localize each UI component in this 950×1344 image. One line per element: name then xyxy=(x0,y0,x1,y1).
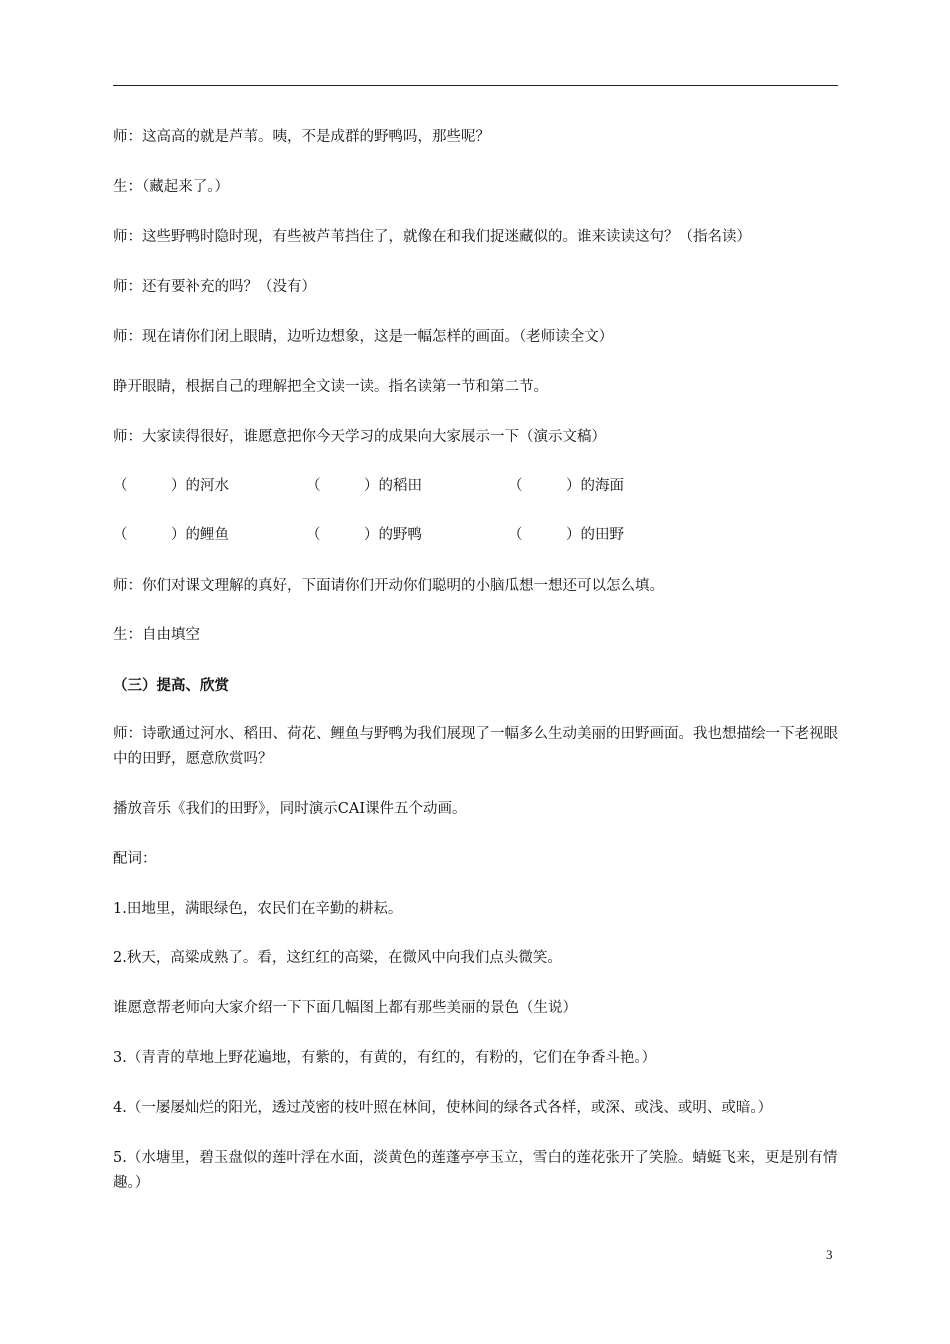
fill-blank-item: （ ）的河水 xyxy=(113,478,229,494)
paragraph: 2.秋天，高粱成熟了。看，这红红的高粱，在微风中向我们点头微笑。 xyxy=(113,950,562,966)
paragraph: 5.（水塘里，碧玉盘似的莲叶浮在水面，淡黄色的莲蓬亭亭玉立，雪白的莲花张开了笑脸。蜻蜓飞来，更是别有情趣。） xyxy=(113,1150,838,1191)
paragraph: 1.田地里，满眼绿色，农民们在辛勤的耕耘。 xyxy=(113,901,403,917)
fill-blank-item: （ ）的田野 xyxy=(508,527,624,543)
paragraph: 4.（一屡屡灿烂的阳光，透过茂密的枝叶照在林间，使林间的绿各式各样，或深、或浅、或明、或暗。） xyxy=(113,1100,773,1116)
paragraph: 配词： xyxy=(113,851,157,867)
paragraph: 生：自由填空 xyxy=(113,627,200,643)
paragraph: 睁开眼睛，根据自己的理解把全文读一读。指名读第一节和第二节。 xyxy=(113,379,548,395)
paragraph: 师：现在请你们闭上眼睛，边听边想象，这是一幅怎样的画面。（老师读全文） xyxy=(113,329,614,345)
paragraph: 师：这高高的就是芦苇。咦，不是成群的野鸭吗，那些呢？ xyxy=(113,129,490,145)
paragraph: 生：（藏起来了。） xyxy=(113,179,229,195)
paragraph: 师：诗歌通过河水、稻田、荷花、鲤鱼与野鸭为我们展现了一幅多么生动美丽的田野画面。我也想描绘一下老视眼中的田野，愿意欣赏吗？ xyxy=(113,726,838,767)
fill-blank-row xyxy=(113,474,843,499)
fill-blank-item: （ ）的海面 xyxy=(508,478,624,494)
paragraph: 师：这些野鸭时隐时现，有些被芦苇挡住了，就像在和我们捉迷藏似的。谁来读读这句？（指名读） xyxy=(113,229,751,245)
fill-blank-item: （ ）的稻田 xyxy=(306,478,422,494)
paragraph: 师：大家读得很好，谁愿意把你今天学习的成果向大家展示一下（演示文稿） xyxy=(113,429,606,445)
paragraph: 3.（青青的草地上野花遍地，有紫的，有黄的，有红的，有粉的，它们在争香斗艳。） xyxy=(113,1050,657,1066)
header-rule xyxy=(113,85,838,86)
page-number: 3 xyxy=(826,1247,833,1262)
section-heading: （三）提高、欣赏 xyxy=(113,677,229,694)
fill-blank-row xyxy=(113,523,843,548)
fill-blank-item: （ ）的野鸭 xyxy=(306,527,422,543)
paragraph: 师：还有要补充的吗？（没有） xyxy=(113,279,316,295)
fill-blank-item: （ ）的鲤鱼 xyxy=(113,527,229,543)
paragraph: 播放音乐《我们的田野》，同时演示CAI课件五个动画。 xyxy=(113,801,467,817)
paragraph: 谁愿意帮老师向大家介绍一下下面几幅图上都有那些美丽的景色（生说） xyxy=(113,1000,577,1016)
paragraph: 师：你们对课文理解的真好，下面请你们开动你们聪明的小脑瓜想一想还可以怎么填。 xyxy=(113,578,664,594)
